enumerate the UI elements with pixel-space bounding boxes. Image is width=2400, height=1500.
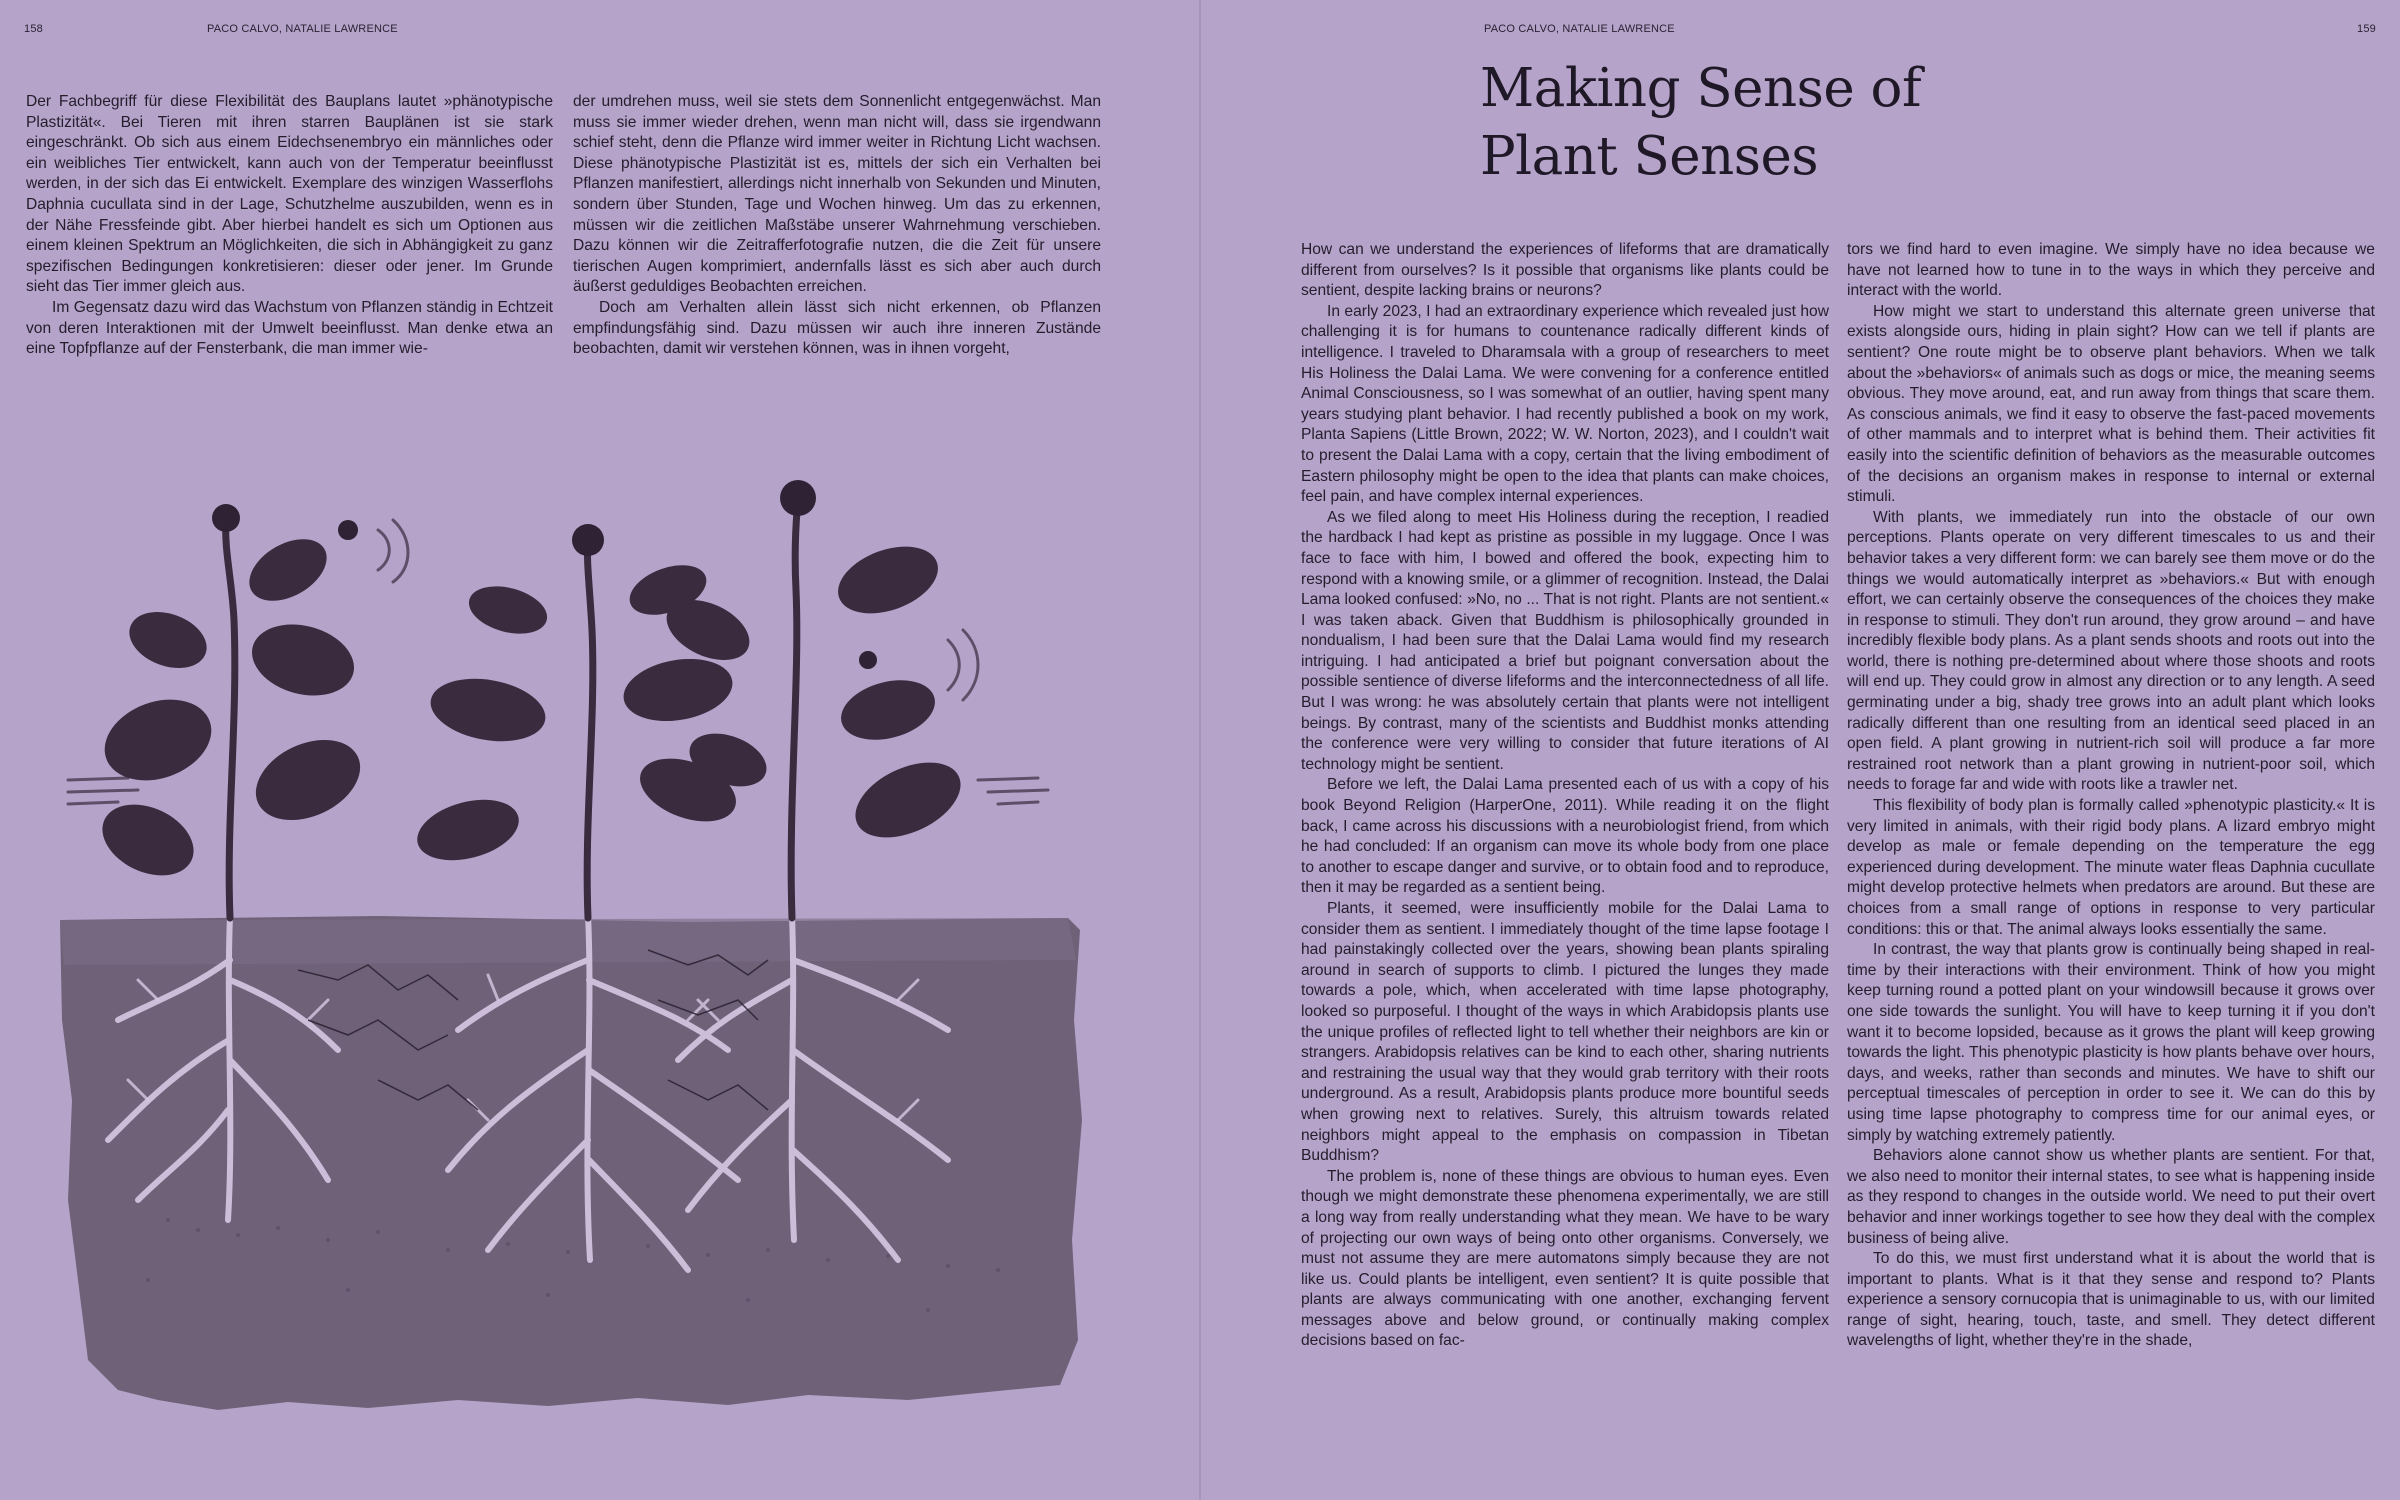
paragraph: The problem is, none of these things are obvious to human eyes. Even though we might demonstrate these phenomena experimentally, we are still a long way from really understanding what they mean. We have to be wary of projecting our own ways of being onto other organisms. Conversely, we must not assume they are mere automatons simply because they are not like us. Could plants be intelligent, even sentient? It is quite possible that plants are always communicating with one another, exchanging fervent messages above and below ground, or continually making complex decisions based on fac- [1301, 1167, 1829, 1350]
left-page [0, 0, 1199, 1500]
plant-roots-illustration [48, 460, 1123, 1420]
paragraph: Before we left, the Dalai Lama presented each of us with a copy of his book Beyond Religion (HarperOne, 2011). While reading it on the flight back, I came across his discussions with a neurobiologist friend, from which he had concluded: If an organism can move its whole body from one place to another to escape danger and survive, or to obtain food and to reproduce, then it may be regarded as a sentient being. [1301, 776, 1829, 897]
paragraph: Behaviors alone cannot show us whether plants are sentient. For that, we also need to monitor their internal states, to see what is happening inside as they respond to changes in the outside world. We need to put their overt behavior and inner workings together to see how they deal with the complex business of being alive. [1847, 1147, 2375, 1247]
paragraph: With plants, we immediately run into the obstacle of our own perceptions. Plants operate on very different timescales to us and their behavior takes a very different form: we can barely see them move or do the things we would automatically interpret as »behaviors.« But with enough effort, we can certainly observe the consequences of the choices they make in response to stimuli. They don't run around, they grow around – and have incredibly flexible body plans. As a plant sends shoots and roots out into the world, there is nothing pre-determined about where those shoots and roots will end up. They could grow in almost any direction or to any length. A seed germinating under a big, shady tree grows into an adult plant which looks radically different than one resulting from an identical seed placed in an open field. A plant growing in nutrient-rich soil will produce a far more restrained root network than a plant growing in nutrient-poor soil, which needs to forage far and wide with roots like a trawler net. [1847, 508, 2375, 794]
leaves [91, 526, 972, 889]
paragraph: Plants, it seemed, were insufficiently mobile for the Dalai Lama to consider them as sentient. I immediately thought of the time lapse footage I had painstakingly collected over the years, showing bean plants spiraling around in search of supports to climb. I pictured the lunges they made towards a pole, which, when accelerated with time lapse photography, looked so purposeful. I thought of the ways in which Arabidopsis plants use the unique profiles of reflected light to tell whether their neighbors are kin or strangers. Arabidopsis relatives can be kind to each other, sharing nutrients and restraining the usual way that they would grab territory with their roots underground. As a result, Arabidopsis plants produce more bountiful seeds when growing next to relatives. Surely, this altruism towards related neighbors might appeal to the emphasis on compassion in Tibetan Buddhism? [1301, 900, 1829, 1165]
running-head-left: PACO CALVO, NATALIE LAWRENCE [207, 23, 398, 35]
paragraph: In early 2023, I had an extraordinary experience which revealed just how challenging it is for humans to countenance radically different kinds of intelligence. I traveled to Dharamsala with a group of researchers to meet His Holiness the Dalai Lama. We were convening for a conference entitled Animal Consciousness, so I was somewhat of an outlier, having spent many years studying plant behavior. I had recently published a book on my work, Planta Sapiens (Little Brown, 2022; W. W. Norton, 2023), and I couldn't wait to present the Dalai Lama with a copy, certain that the living embodiment of Eastern philosophy might be open to the idea that plants can make choices, feel pain, and have complex internal experiences. [1301, 302, 1829, 506]
paragraph: Im Gegensatz dazu wird das Wachstum von Pflanzen ständig in Echtzeit von deren Interaktionen mit der Umwelt beeinflusst. Man denke etwa an eine Topfpflanze auf der Fensterbank, die man immer wie- [26, 298, 553, 358]
paragraph: How can we understand the experiences of lifeforms that are dramatically different from ourselves? Is it possible that organisms like plants could be sentient, despite lacking brains or neurons? [1301, 241, 1829, 300]
paragraph: der umdrehen muss, weil sie stets dem Sonnenlicht entgegenwächst. Man muss sie immer wieder drehen, wenn man nicht will, dass sie irgendwann schief steht, denn die Pflanze wird immer weiter in Richtung Licht wachsen. Diese phänotypische Plastizität ist es, mittels der sich ein Verhalten bei Pflanzen manifestiert, allerdings nicht innerhalb von Sekunden und Minuten, sondern über Stunden, Tage und Wochen hinweg. Um das zu erkennen, müssen wir die zeitlichen Maßstäbe unserer Wahrnehmung verschieben. Dazu können wir die Zeitrafferfotografie nutzen, die die Zeit für unsere tierischen Augen komprimiert, andernfalls lässt es sich aber auch durch äußerst geduldiges Beobachten erreichen. [573, 93, 1101, 296]
paragraph: In contrast, the way that plants grow is continually being shaped in real-time by their interactions with their environment. Think of how you might keep turning round a potted plant on your windowsill because it grows over one side towards the sunlight. You will have to keep turning it if you don't want it to become lopsided, because as it grows the plant will keep growing towards the light. This phenotypic plasticity is how plants behave over hours, days, and weeks, rather than seconds and minutes. We have to shift our perceptual timescales of perception in order to see it. We can do this by using time lapse photography to compress time for our animal eyes, or simply by watching extremely patiently. [1847, 941, 2375, 1144]
title-line-2: Plant Senses [1480, 126, 1819, 187]
paragraph: As we filed along to meet His Holiness during the reception, I readied the hardback I had kept as pristine as possible in my luggage. Once I was face to face with him, I bowed and offered the book, expecting him to respond with a knowing smile, or a glimmer of recognition. Instead, the Dalai Lama looked confused: »No, no ... That is not right. Plants are not sentient.« I was taken aback. Given that Buddhism is philosophically grounded in nondualism, I had been sure that the Dalai Lama would find my research intriguing. I had anticipated a brief but poignant conversation about the possible sentience of diverse lifeforms and the interconnectedness of all life. But I was wrong: he was absolutely certain that plants were not intelligent beings. By contrast, many of the scientists and Buddhist monks attending the conference were very willing to consider that future iterations of AI technology might be sentient. [1301, 508, 1829, 773]
paragraph: How might we start to understand this alternate green universe that exists alongside ours, hiding in plain sight? How can we tell if plants are sentient? One route might be to observe plant behaviors. When we talk about the »behaviors« of animals such as dogs or mice, the meaning seems obvious. They move around, eat, and run away from things that scare them. As conscious animals, we find it easy to observe the fast-paced movements of other mammals and to interpret what is behind them. Their activities fit easily into the scientific definition of behaviors as the measurable outcomes of the decisions an organism makes in response to internal or external stimuli. [1847, 302, 2375, 506]
paragraph: This flexibility of body plan is formally called »phenotypic plasticity.« It is very limited in animals, with their rigid body plans. A lizard embryo might develop as male or female depending on the temperature the egg experienced during development. The minute water fleas Daphnia cucullate might develop protective helmets when predators are around. But these are choices from a small range of options in response to very particular conditions: this or that. The animal always looks essentially the same. [1847, 797, 2375, 938]
right-column-2 [1847, 240, 2375, 1352]
running-head-right: PACO CALVO, NATALIE LAWRENCE [1484, 23, 1675, 35]
left-column-1 [26, 92, 553, 360]
left-column-2 [573, 92, 1101, 360]
page-number-left: 158 [24, 23, 43, 35]
title-line-1: Making Sense of [1480, 58, 1922, 119]
paragraph: Der Fachbegriff für diese Flexibilität des Bauplans lautet »phänotypische Plastizität«. Bei Tieren mit ihren starren Bauplänen ist sie stark eingeschränkt. Ob sich aus einem Eidechsenembryo ein männliches oder ein weibliches Tier entwickelt, kann auch von der Temperatur beeinflusst werden, in der sich das Ei entwickelt. Exemplare des winzigen Wasserflohs Daphnia cucullata sind in der Lage, Schutzhelme auszubilden, wenn es in der Nähe Fressfeinde gibt. Aber hierbei handelt es sich um Optionen aus einem kleinen Spektrum an Möglichkeiten, die sich in Abhängigkeit zu ganz spezifischen Bedingungen konkretisieren: dieser oder jener. Im Grunde sieht das Tier immer gleich aus. [26, 93, 553, 296]
right-column-1 [1301, 240, 1829, 1352]
paragraph: tors we find hard to even imagine. We simply have no idea because we have not learned how to tune in to the ways in which they perceive and interact with the world. [1847, 241, 2375, 300]
page-number-right: 159 [2357, 23, 2376, 35]
soil-block [60, 916, 1082, 1410]
paragraph: Doch am Verhalten allein lässt sich nicht erkennen, ob Pflanzen empfindungsfähig sind. Dazu müssen wir auch ihre inneren Zustände beobachten, damit wir verstehen können, was in ihnen vorgeht, [573, 298, 1101, 358]
article-title [1480, 55, 1921, 191]
paragraph: To do this, we must first understand what it is about the world that is important to plants. What is it that they sense and respond to? Plants experience a sensory cornucopia that is unimaginable to us, with our limited range of sight, hearing, touch, taste, and smell. They detect different wavelengths of light, whether they're in the shade, [1847, 1250, 2375, 1350]
right-page [1201, 0, 2400, 1500]
